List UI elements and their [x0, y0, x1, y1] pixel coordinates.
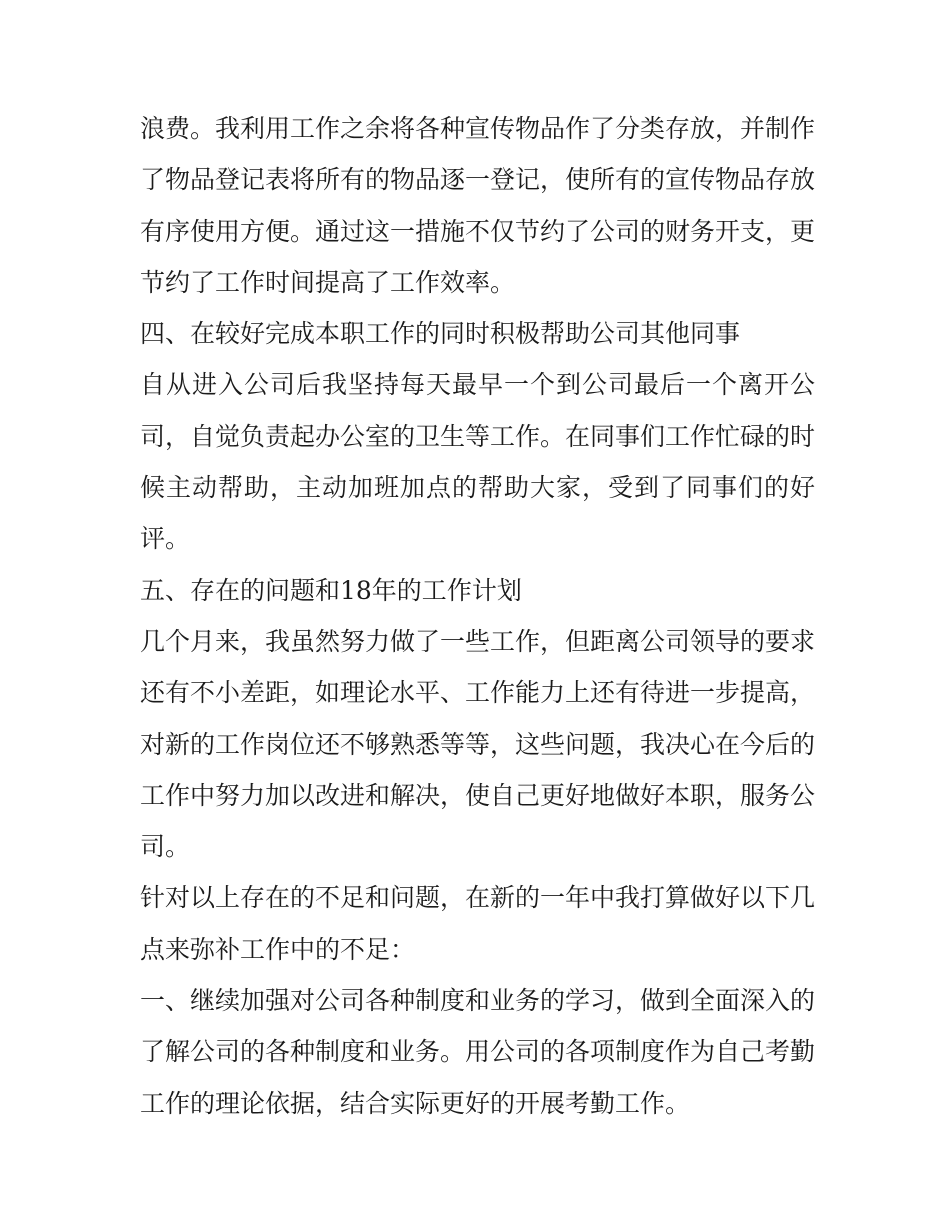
- text-line: 还有不小差距，如理论水平、工作能力上还有待进一步提高，: [140, 678, 815, 708]
- text-line: 司。: [140, 832, 191, 862]
- text-line: 几个月来，我虽然努力做了一些工作，但距离公司领导的要求: [140, 626, 815, 656]
- text-line: 司，自觉负责起办公室的卫生等工作。在同事们工作忙碌的时: [140, 421, 815, 451]
- text-line: 自从进入公司后我坚持每天最早一个到公司最后一个离开公: [140, 370, 815, 400]
- text-line: 节约了工作时间提高了工作效率。: [140, 267, 516, 297]
- text-line: 有序使用方便。通过这一措施不仅节约了公司的财务开支，更: [140, 216, 815, 246]
- text-line: 针对以上存在的不足和问题，在新的一年中我打算做好以下几: [140, 883, 815, 913]
- text-line: 浪费。我利用工作之余将各种宣传物品作了分类存放，并制作: [140, 114, 815, 143]
- text-line: 四、在较好完成本职工作的同时积极帮助公司其他同事: [140, 319, 741, 349]
- text-line: 了物品登记表将所有的物品逐一登记，使所有的宣传物品存放: [140, 165, 815, 195]
- text-line: 了解公司的各种制度和业务。用公司的各项制度作为自己考勤: [140, 1037, 815, 1067]
- text-line: 工作中努力加以改进和解决，使自己更好地做好本职，服务公: [140, 780, 815, 810]
- text-line: 一、继续加强对公司各种制度和业务的学习，做到全面深入的: [140, 986, 815, 1016]
- text-line: 候主动帮助，主动加班加点的帮助大家，受到了同事们的好: [140, 473, 815, 503]
- text-line: 评。: [140, 524, 191, 554]
- text-line: 点来弥补工作中的不足：: [140, 934, 416, 964]
- text-line: 五、存在的问题和18年的工作计划: [140, 575, 522, 605]
- text-line: 工作的理论依据，结合实际更好的开展考勤工作。: [140, 1088, 691, 1118]
- text-line: 对新的工作岗位还不够熟悉等等，这些问题，我决心在今后的: [140, 729, 815, 759]
- document-body: [140, 103, 815, 1129]
